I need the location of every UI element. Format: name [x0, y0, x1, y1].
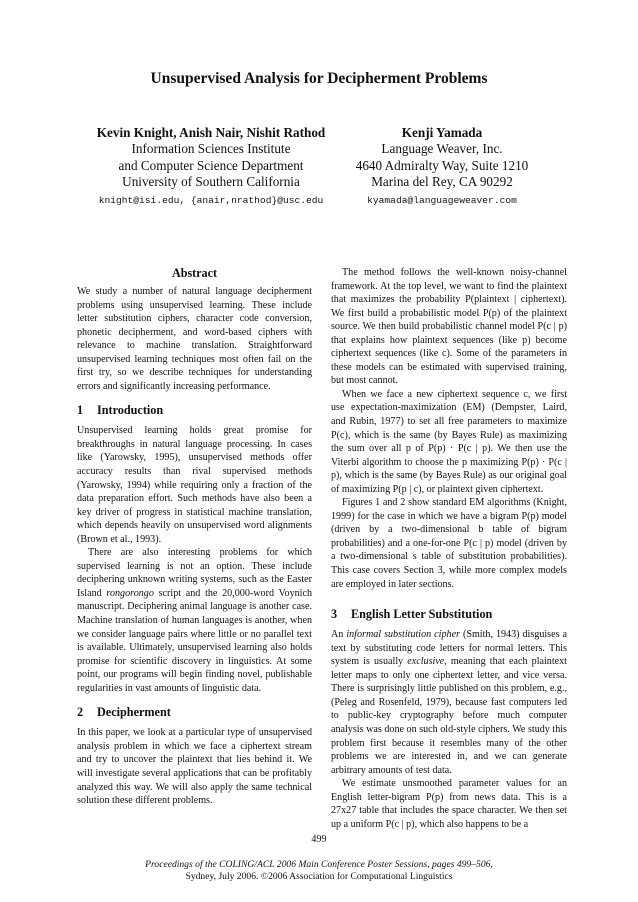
author-names: Kenji Yamada	[401, 125, 483, 140]
text-run: (Smith, 1943) disguises a text by substituting code letters for normal letters. This system is usually	[331, 629, 567, 668]
right-column	[331, 266, 567, 831]
decipherment-paragraph-1: In this paper, we look at a particular type of unsupervised analysis problem in which we face a ciphertext stream and try to uncover the plaintext that lies behind it. We will investigate several applications that can be profitably analyzed this way. We will also apply the same technical solution these different problems.	[77, 727, 312, 807]
author-block-2	[338, 125, 546, 209]
text-run: script and the 20,000-word Voynich manuscript. Deciphering animal language is another case. Machine translation of human languages is another, when we consider language pairs where little or no parallel text is available. Ultimately, unsupervised learning also holds promise for scientific discovery in linguistics. At some point, our programs will begin finding novel, publishable regularities in vast amounts of linguistic data.	[77, 587, 312, 694]
paper-title: Unsupervised Analysis for Decipherment Problems	[150, 70, 488, 87]
author-affiliation-line: Information Sciences Institute	[131, 141, 291, 157]
decipherment-paragraph-2: The method follows the well-known noisy-channel framework. At the top level, we want to find the plaintext that maximizes the probability P(plaintext | ciphertext). We first build a probabilistic model P(p) of the plaintext source. We then build probabilistic channel model P(c | p) that explains how plaintext sequences (like p) become ciphertext sequences (like c). Some of the parameters in these models can be estimated with supervised training, but most cannot.	[331, 267, 567, 387]
page-number: 499	[311, 834, 327, 845]
author-block-1	[80, 125, 342, 209]
decipherment-paragraph-3: When we face a new ciphertext sequence c, we first use expectation-maximization (EM) (Dempster, Laird, and Rubin, 1977) to set all free parameters to maximize P(c), which is the same (by Bayes Rule) as maximizing the sum over all p of P(p) · P(c | p). We then use the Viterbi algorithm to choose the p maximizing P(p) · P(c | p), which is the same (by Bayes Rule) as our original goal of maximizing P(p | c), or plaintext given ciphertext.	[331, 388, 567, 495]
section-number: 1	[77, 403, 84, 418]
text-run: There are also interesting problems for which supervised learning is not an option. These include deciphering unknown writing systems, such as the Easter Island	[77, 547, 312, 599]
author-affiliation-line: and Computer Science Department	[118, 157, 304, 173]
section-heading-decipherment	[77, 705, 312, 720]
section-title: English Letter Substitution	[351, 607, 493, 622]
english-paragraph-2: We estimate unsmoothed parameter values for an English letter-bigram P(p) from news data. This is a 27x27 table that includes the space character. We then set up a uniform P(c | p), which also happens to be a	[331, 778, 567, 830]
decipherment-paragraph-4: Figures 1 and 2 show standard EM algorithms (Knight, 1999) for the case in which we have a bigram P(p) model (driven by a two-dimensional b table of bigram probabilities) and a one-for-one P(c | p) model (driven by a two-dimensional s table of substitution probabilities). This case covers Section 3, while more complex models are employed in later sections.	[331, 497, 567, 590]
proceedings-footer	[0, 859, 638, 882]
footer-line-1: Proceedings of the COLING/ACL 2006 Main Conference Poster Sessions, pages 499–506,	[145, 859, 493, 870]
text-run: An	[331, 629, 347, 641]
author-affiliation-line: 4640 Admiralty Way, Suite 1210	[355, 157, 529, 173]
left-column	[77, 266, 312, 808]
author-email: knight@isi.edu, {anair,nrathod}@usc.edu	[98, 195, 324, 207]
section-number: 3	[331, 607, 338, 622]
author-affiliation-line: University of Southern California	[122, 173, 300, 189]
section-heading-english-letter-substitution	[331, 607, 567, 622]
author-names: Kevin Knight, Anish Nair, Nishit Rathod	[96, 125, 326, 140]
abstract-text: We study a number of natural language decipherment problems using unsupervised learning. These include letter substitution ciphers, character code conversion, phonetic decipherment, and word-based ciphers with relevance to machine translation. Straightforward unsupervised learning techniques most often fail on the first try, so we describe techniques for understanding errors and significantly increasing performance.	[77, 286, 312, 392]
author-affiliation-line: Marina del Rey, CA 90292	[371, 173, 513, 189]
section-heading-introduction	[77, 403, 312, 418]
english-paragraph-1	[331, 628, 567, 777]
intro-paragraph-1: Unsupervised learning holds great promise for breakthroughs in natural language processing. In cases like (Yarowsky, 1995), unsupervised methods offer accuracy results than rival supervised methods (Yarowsky, 1994) while requiring only a fraction of the data preparation effort. Such methods have also been a key driver of progress in statistical machine translation, which depends heavily on unsupervised word alignments (Brown et al., 1993).	[77, 425, 312, 545]
author-email: kyamada@languageweaver.com	[367, 195, 517, 207]
section-title: Introduction	[97, 403, 164, 418]
author-affiliation-line: Language Weaver, Inc.	[381, 141, 503, 157]
text-run: , meaning that each plaintext letter maps to only one ciphertext letter, and vice versa. There is surprisingly little published on this problem, e.g., (Peleg and Rosenfeld, 1979), because fast computers led to public-key cryptography before much computer analysis was done on such old-style ciphers. We study this problem first because it resembles many of the other problems we are interested in, and we can generate arbitrary amounts of test data.	[331, 656, 567, 776]
section-title: Decipherment	[97, 705, 171, 720]
emphasis-text: exclusive	[407, 656, 445, 668]
emphasis-text: informal substitution cipher	[346, 629, 460, 641]
section-number: 2	[77, 705, 84, 720]
footer-line-2: Sydney, July 2006. ©2006 Association for Computational Linguistics	[185, 870, 453, 882]
abstract-heading: Abstract	[171, 266, 217, 280]
intro-paragraph-2	[77, 546, 312, 695]
emphasis-text: rongorongo	[106, 587, 154, 599]
